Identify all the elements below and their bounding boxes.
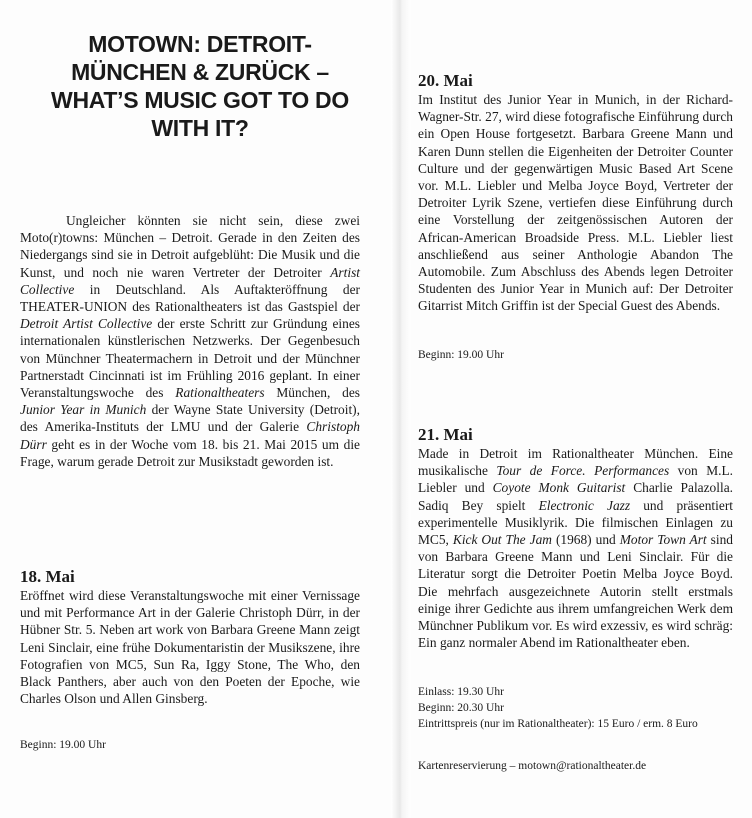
may21-admission: Einlass: 19.30 Uhr [418, 686, 504, 698]
may21-section [418, 424, 733, 651]
reservation-line: Kartenreservierung – motown@rationaltheater.de [418, 760, 647, 772]
may20-heading: 20. Mai [418, 71, 473, 90]
may20-start: Beginn: 19.00 Uhr [418, 349, 504, 361]
may18-body: Eröffnet wird diese Veranstaltungswoche mit einer Vernissage und mit Performance Art in der Galerie Christoph Dürr, in der Hübner Str. 5. Neben art work von Barbara Greene Mann zeigt Leni Sinclair, eine frühe Dokumentaristin der Musikszene, ihre Fotografien von MC5, Sun Ra, Iggy Stone, The Who, den Black Panthers, aber auch von den Poeten der Epoche, wie Charles Olson und Allen Ginsberg. [20, 588, 360, 707]
may18-start: Beginn: 19.00 Uhr [20, 739, 106, 751]
may21-body: Made in Detroit im Rationaltheater München. Eine musikalische Tour de Force. Performances von M.L. Liebler und Coyote Monk Guitarist Charlie Palazolla. Sadiq Bey spielt Electronic Jazz und präsentiert experimentelle Musiklyrik. Die filmischen Einlagen zu MC5, Kick Out The Jam (1968) und Motor Town Art sind von Barbara Greene Mann und Leni Sinclair. Für die Literatur sorgt die Detroiter Poetin Melba Joyce Boyd. Die mehrfach ausgezeichnete Autorin stellt erstmals einige ihrer Gedichte aus ihrem umfangreichen Werk dem Münchner Publikum vor. Es wird exzessiv, es wird schräg: Ein ganz normaler Abend im Rationaltheater eben. [418, 446, 733, 651]
page-title: MOTOWN: DETROIT-MÜNCHEN & ZURÜCK – WHAT’S MUSIC GOT TO DO WITH IT? [51, 31, 349, 141]
may18-section [20, 566, 360, 707]
may20-section [418, 70, 733, 315]
may21-heading: 21. Mai [418, 425, 473, 444]
intro-paragraph: Ungleicher könnten sie nicht sein, diese zwei Moto(r)towns: München – Detroit. Gerade in den Zeiten des Niedergangs sind sie in Detroit aufgeblüht: Die Musik und die Kunst, und noch nie waren Vertreter der Detroiter Artist Collective in Deutschland. Als Auftakteröffnung der THEATER-UNION des Rationaltheaters ist das Gastspiel der Detroit Artist Collective der erste Schritt zur Gründung eines internationalen künstlerischen Netzwerks. Der Gegenbesuch von Münchner Theatermachern in Detroit und der Münchner Partnerstadt Cincinnati ist im Frühling 2016 geplant. In einer Veranstaltungswoche des Rationaltheaters München, des Junior Year in Munich der Wayne State University (Detroit), des Amerika-Instituts der LMU und der Galerie Christoph Dürr geht es in der Woche vom 18. bis 21. Mai 2015 um die Frage, warum gerade Detroit zur Musikstadt geworden ist. [20, 213, 360, 469]
may21-details [418, 684, 733, 732]
intro-section [20, 212, 360, 470]
may21-price: Eintrittspreis (nur im Rationaltheater): 15 Euro / erm. 8 Euro [418, 718, 698, 730]
may21-start: Beginn: 20.30 Uhr [418, 702, 504, 714]
may20-body: Im Institut des Junior Year in Munich, in der Richard-Wagner-Str. 27, wird diese fotografische Einführung durch ein Open House fortgesetzt. Barbara Greene Mann und Karen Dunn stellen die Eigenheiten der Detroiter Counter Culture und der gegenwärtigen Music Based Art Scene vor. M.L. Liebler und Melba Joyce Boyd, Vertreter der Detroiter Lyrik Szene, vertiefen diese Einführung durch eine Vorstellung der zeitgenössischen Autoren der African-American Broadside Press. M.L. Liebler liest anschließend aus seiner Anthologie Abandon The Automobile. Zum Abschluss des Abends legen Detroiter Studenten des Junior Year in Munich auf: Der Detroiter Gitarrist Mitch Griffin ist der Special Guest des Abends. [418, 92, 733, 314]
may18-heading: 18. Mai [20, 567, 75, 586]
page-fold [391, 0, 411, 818]
